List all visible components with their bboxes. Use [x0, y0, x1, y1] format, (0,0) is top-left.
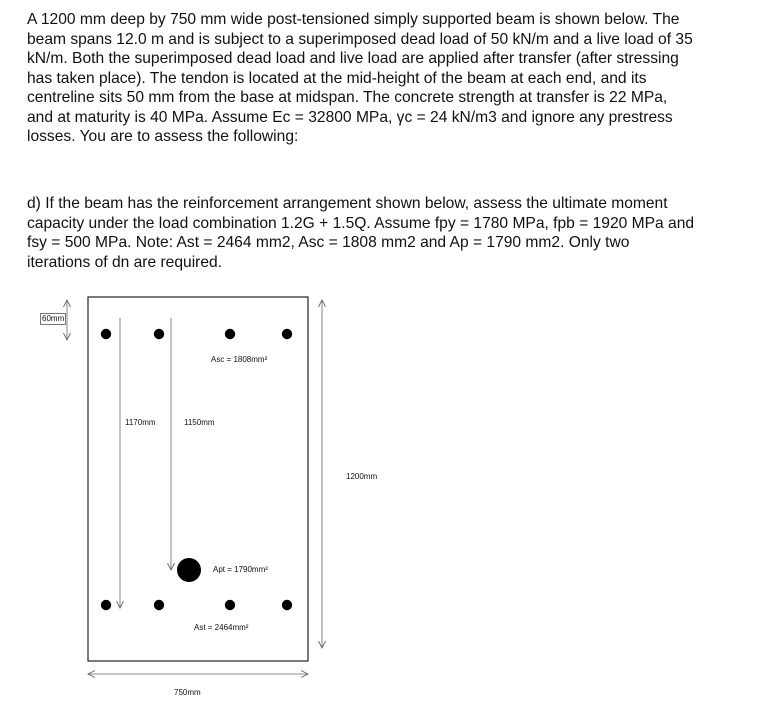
apt-label: Apt = 1790mm²	[213, 565, 268, 574]
beam-outline	[88, 297, 308, 661]
problem-line: beam spans 12.0 m and is subject to a superimposed dead load of 50 kN/m and a live load of 35	[27, 30, 693, 48]
problem-line: centreline sits 50 mm from the base at midspan. The concrete strength at transfer is 22 MPa,	[27, 89, 668, 106]
bottom-reinforcing-bar	[101, 600, 111, 610]
asc-label: Asc = 1808mm²	[211, 355, 268, 364]
problem-line: A 1200 mm deep by 750 mm wide post-tensioned simply supported beam is shown below. The	[27, 11, 680, 28]
bottom-reinforcing-bar	[282, 600, 292, 610]
top-reinforcing-bar	[154, 329, 164, 339]
d2-label: 1150mm	[184, 418, 215, 427]
question-line: d) If the beam has the reinforcement arrangement shown below, assess the ultimate moment	[27, 195, 668, 212]
top-cover-label: 60mm	[42, 314, 65, 323]
width-label: 750mm	[174, 688, 201, 697]
question-line: fsy = 500 MPa. Note: Ast = 2464 mm2, Asc = 1808 mm2 and Ap = 1790 mm2. Only two	[27, 234, 630, 251]
problem-line: has taken place). The tendon is located at the mid-height of the beam at each end, and its	[27, 69, 647, 87]
bottom-reinforcing-bar	[154, 600, 164, 610]
depth-label: 1200mm	[346, 472, 378, 481]
top-reinforcing-bar	[101, 329, 111, 339]
top-reinforcing-bar	[282, 329, 292, 339]
question-line: iterations of dn are required.	[27, 253, 223, 271]
top-reinforcing-bar	[225, 329, 235, 339]
problem-line: kN/m. Both the superimposed dead load and live load are applied after transfer (after stressing	[27, 50, 679, 67]
problem-line: and at maturity is 40 MPa. Assume Ec = 32800 MPa, γc = 24 kN/m3 and ignore any prestress	[27, 108, 673, 126]
question-line: capacity under the load combination 1.2G + 1.5Q. Assume fpy = 1780 MPa, fpb = 1920 MPa and	[27, 214, 695, 232]
d1-label: 1170mm	[125, 418, 156, 427]
problem-line: losses. You are to assess the following:	[27, 128, 299, 145]
bottom-reinforcing-bar	[225, 600, 235, 610]
ast-label: Ast = 2464mm²	[194, 623, 249, 632]
prestressing-tendon	[177, 558, 201, 582]
